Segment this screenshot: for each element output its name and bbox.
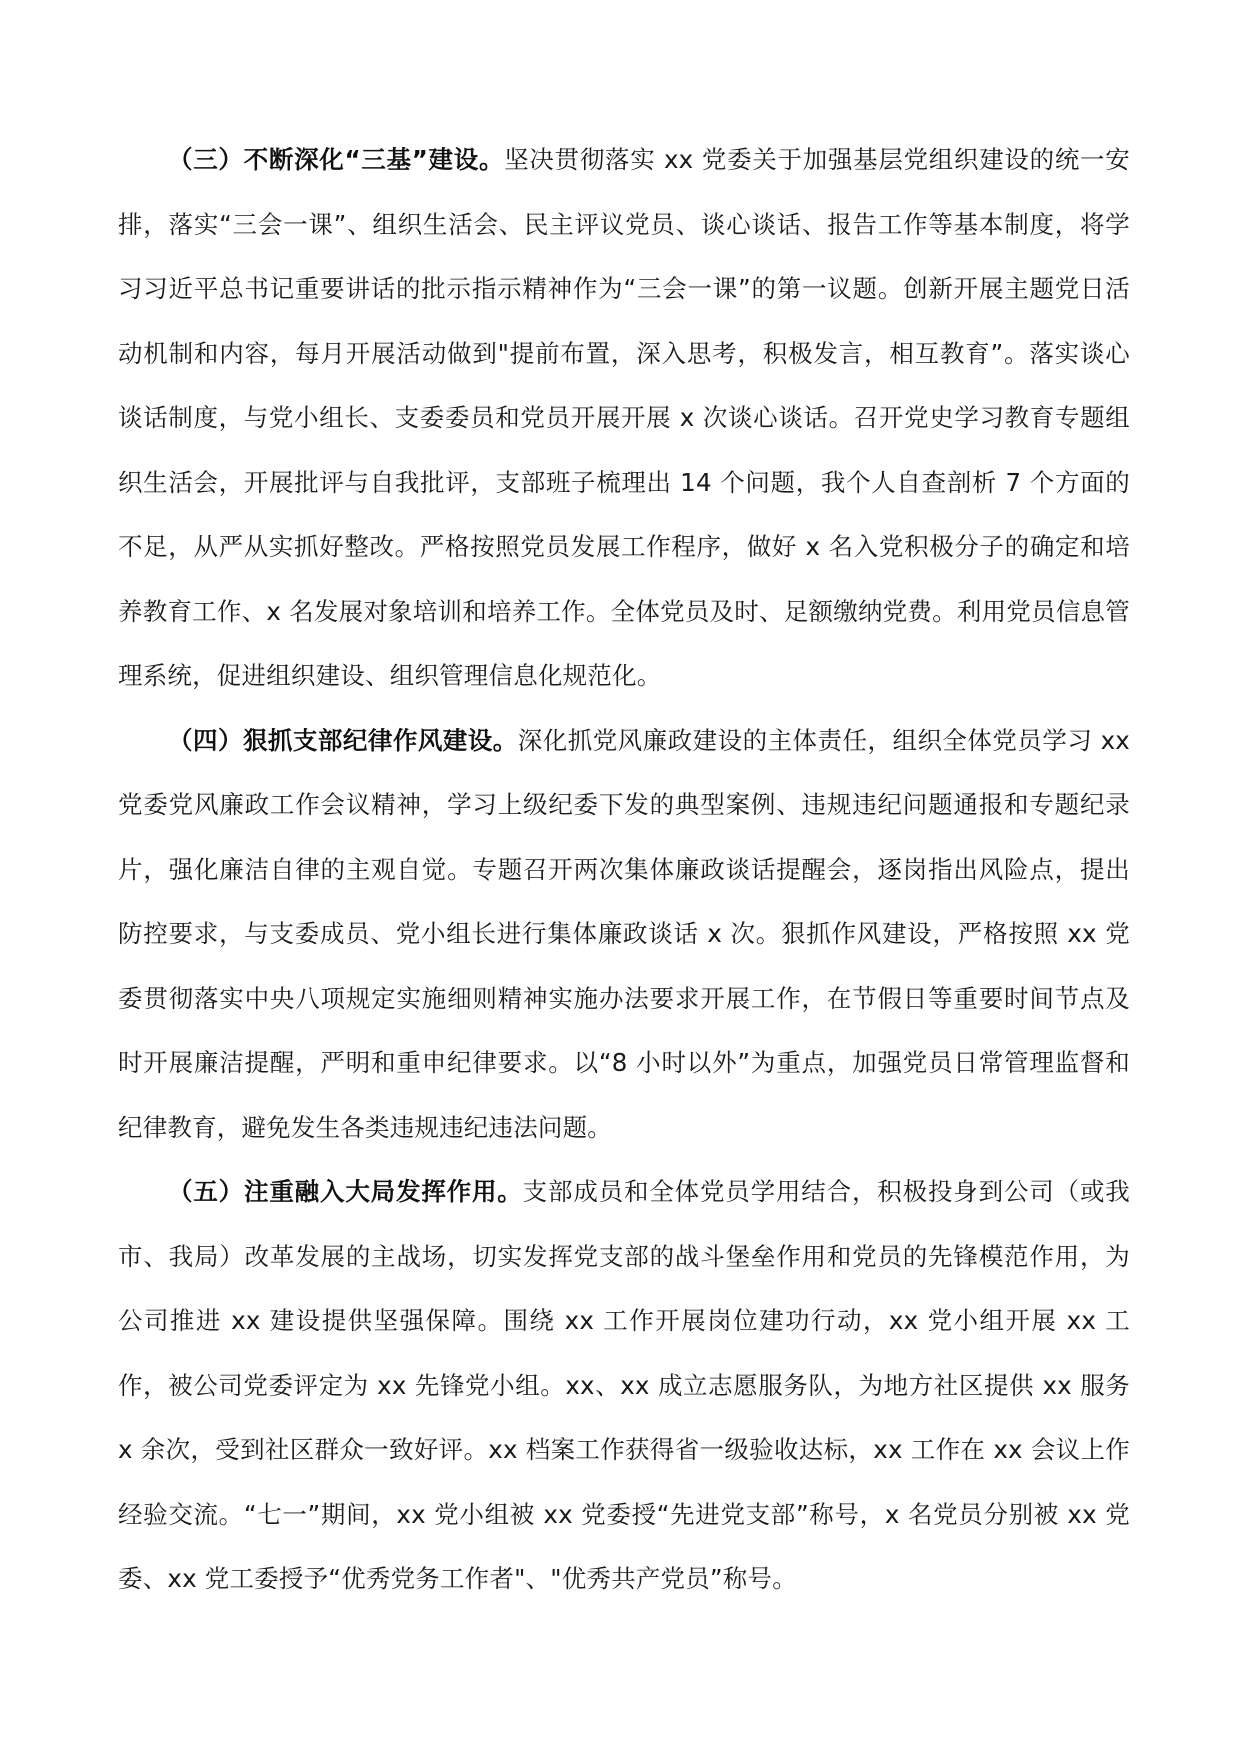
section-three-heading: （三）不断深化“三基”建设。 xyxy=(168,145,505,174)
section-five-text: 支部成员和全体党员学用结合，积极投身到公司（或我市、我局）改革发展的主战场，切实发挥党支部的战斗堡垒作用和党员的先锋模范作用，为公司推进 xx 建设提供坚强保障。围绕 xx 工作开展岗位建功行动，xx 党小组开展 xx 工作，被公司党委评定为 xx 先锋党小组。xx、xx 成立志愿服务队，为地方社区提供 xx 服务 x 余次，受到社区群众一致好评。xx 档案工作获得省一级验收达标，xx 工作在 xx 会议上作经验交流。“七一”期间，xx 党小组被 xx 党委授“先进党支部”称号，x 名党员分别被 xx 党委、xx 党工委授予“优秀党务工作者"、"优秀共产党员”称号。 xyxy=(118,1177,1130,1593)
section-five-heading: （五）注重融入大局发挥作用。 xyxy=(168,1177,523,1206)
section-four-text: 深化抓党风廉政建设的主体责任，组织全体党员学习 xx 党委党风廉政工作会议精神，学习上级纪委下发的典型案例、违规违纪问题通报和专题纪录片，强化廉洁自律的主观自觉。专题召开两次集体廉政谈话提醒会，逐岗指出风险点，提出防控要求，与支委成员、党小组长进行集体廉政谈话 x 次。狠抓作风建设，严格按照 xx 党委贯彻落实中央八项规定实施细则精神实施办法要求开展工作，在节假日等重要时间节点及时开展廉洁提醒，严明和重申纪律要求。以“8 小时以外”为重点，加强党员日常管理监督和纪律教育，避免发生各类违规违纪违法问题。 xyxy=(118,725,1130,1142)
section-five-paragraph xyxy=(118,1160,1130,1612)
section-three-paragraph xyxy=(118,128,1130,709)
section-three-text: 坚决贯彻落实 xx 党委关于加强基层党组织建设的统一安排，落实“三会一课”、组织生活会、民主评议党员、谈心谈话、报告工作等基本制度，将学习习近平总书记重要讲话的批示指示精神作为“三会一课”的第一议题。创新开展主题党日活动机制和内容，每月开展活动做到"提前布置，深入思考，积极发言，相互教育”。落实谈心谈话制度，与党小组长、支委委员和党员开展开展 x 次谈心谈话。召开党史学习教育专题组织生活会，开展批评与自我批评，支部班子梳理出 14 个问题，我个人自查剖析 7 个方面的不足，从严从实抓好整改。严格按照党员发展工作程序，做好 x 名入党积极分子的确定和培养教育工作、x 名发展对象培训和培养工作。全体党员及时、足额缴纳党费。利用党员信息管理系统，促进组织建设、组织管理信息化规范化。 xyxy=(118,145,1130,690)
document-body xyxy=(118,128,1130,1612)
section-four-heading: （四）狠抓支部纪律作风建设。 xyxy=(168,725,518,755)
section-four-paragraph xyxy=(118,709,1130,1161)
